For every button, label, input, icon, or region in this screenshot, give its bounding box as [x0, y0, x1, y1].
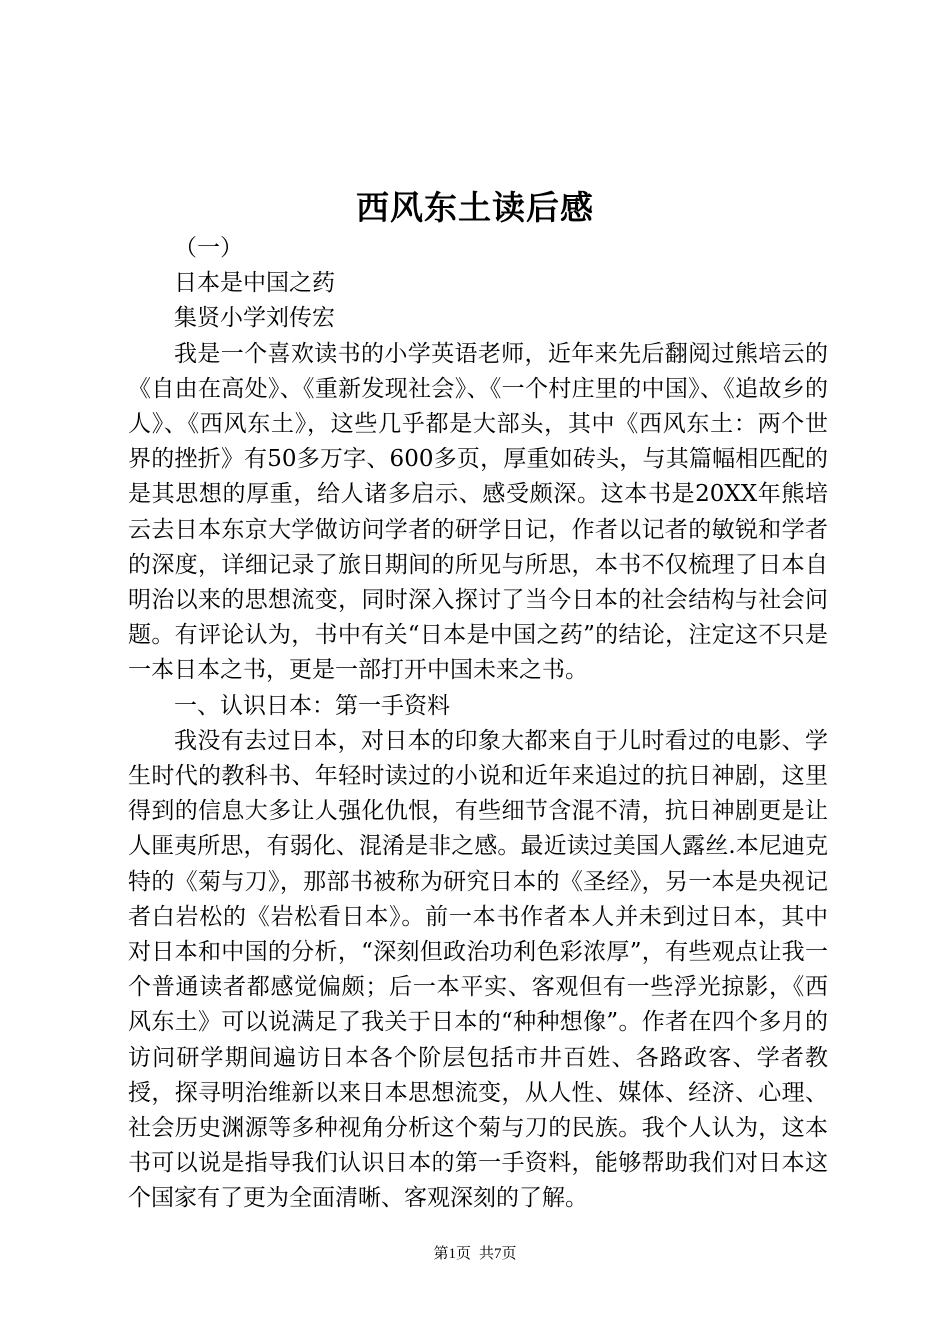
page-total: 共7页: [479, 1246, 517, 1262]
page-number: 第1页: [433, 1246, 471, 1262]
section-number: （一）: [174, 235, 243, 261]
author-line: 集贤小学刘传宏: [174, 305, 335, 332]
body-paragraph: 我没有去过日本，对日本的印象大都来自于儿时看过的电影、学生时代的教科书、年轻时读过的小说和近年来追过的抗日神剧，这里得到的信息大多让人强化仇恨，有些细节含混不清，抗日神剧更是让人匪夷所思，有弱化、混淆是非之感。最近读过美国人露丝.本尼迪克特的《菊与刀》，那部书被称为研究日本的《圣经》，另一本是央视记者白岩松的《岩松看日本》。前一本书作者本人并未到过日本，其中对日本和中国的分析，“深刻但政治功利色彩浓厚”，有些观点让我一个普通读者都感觉偏颇；后一本平实、客观但有一些浮光掠影，《西风东土》可以说满足了我关于日本的“种种想像”。作者在四个多月的访问研学期间遍访日本各个阶层包括市井百姓、各路政客、学者教授，探寻明治维新以来日本思想流变，从人性、媒体、经济、心理、社会历史渊源等多种视角分析这个菊与刀的民族。我个人认为，这本书可以说是指导我们认识日本的第一手资料，能够帮助我们对日本这个国家有了更为全面清晰、客观深刻的了解。: [128, 727, 828, 1212]
document-body: [128, 231, 828, 1217]
document-title: 西风东土读后感: [356, 188, 594, 227]
section-heading: 一、认识日本：第一手资料: [174, 692, 450, 719]
page-footer: [0, 1244, 950, 1264]
body-paragraph: 我是一个喜欢读书的小学英语老师，近年来先后翻阅过熊培云的《自由在高处》、《重新发现社会》、《一个村庄里的中国》、《追故乡的人》、《西风东土》，这些几乎都是大部头，其中《西风东土：两个世界的挫折》有50多万字、600多页，厚重如砖头，与其篇幅相匹配的是其思想的厚重，给人诸多启示、感受颇深。这本书是20XX年熊培云去日本东京大学做访问学者的研学日记，作者以记者的敏锐和学者的深度，详细记录了旅日期间的所见与所思，本书不仅梳理了日本自明治以来的思想流变，同时深入探讨了当今日本的社会结构与社会问题。有评论认为，书中有关“日本是中国之药”的结论，注定这不只是一本日本之书，更是一部打开中国未来之书。: [128, 340, 828, 684]
article-subtitle: 日本是中国之药: [174, 270, 335, 297]
